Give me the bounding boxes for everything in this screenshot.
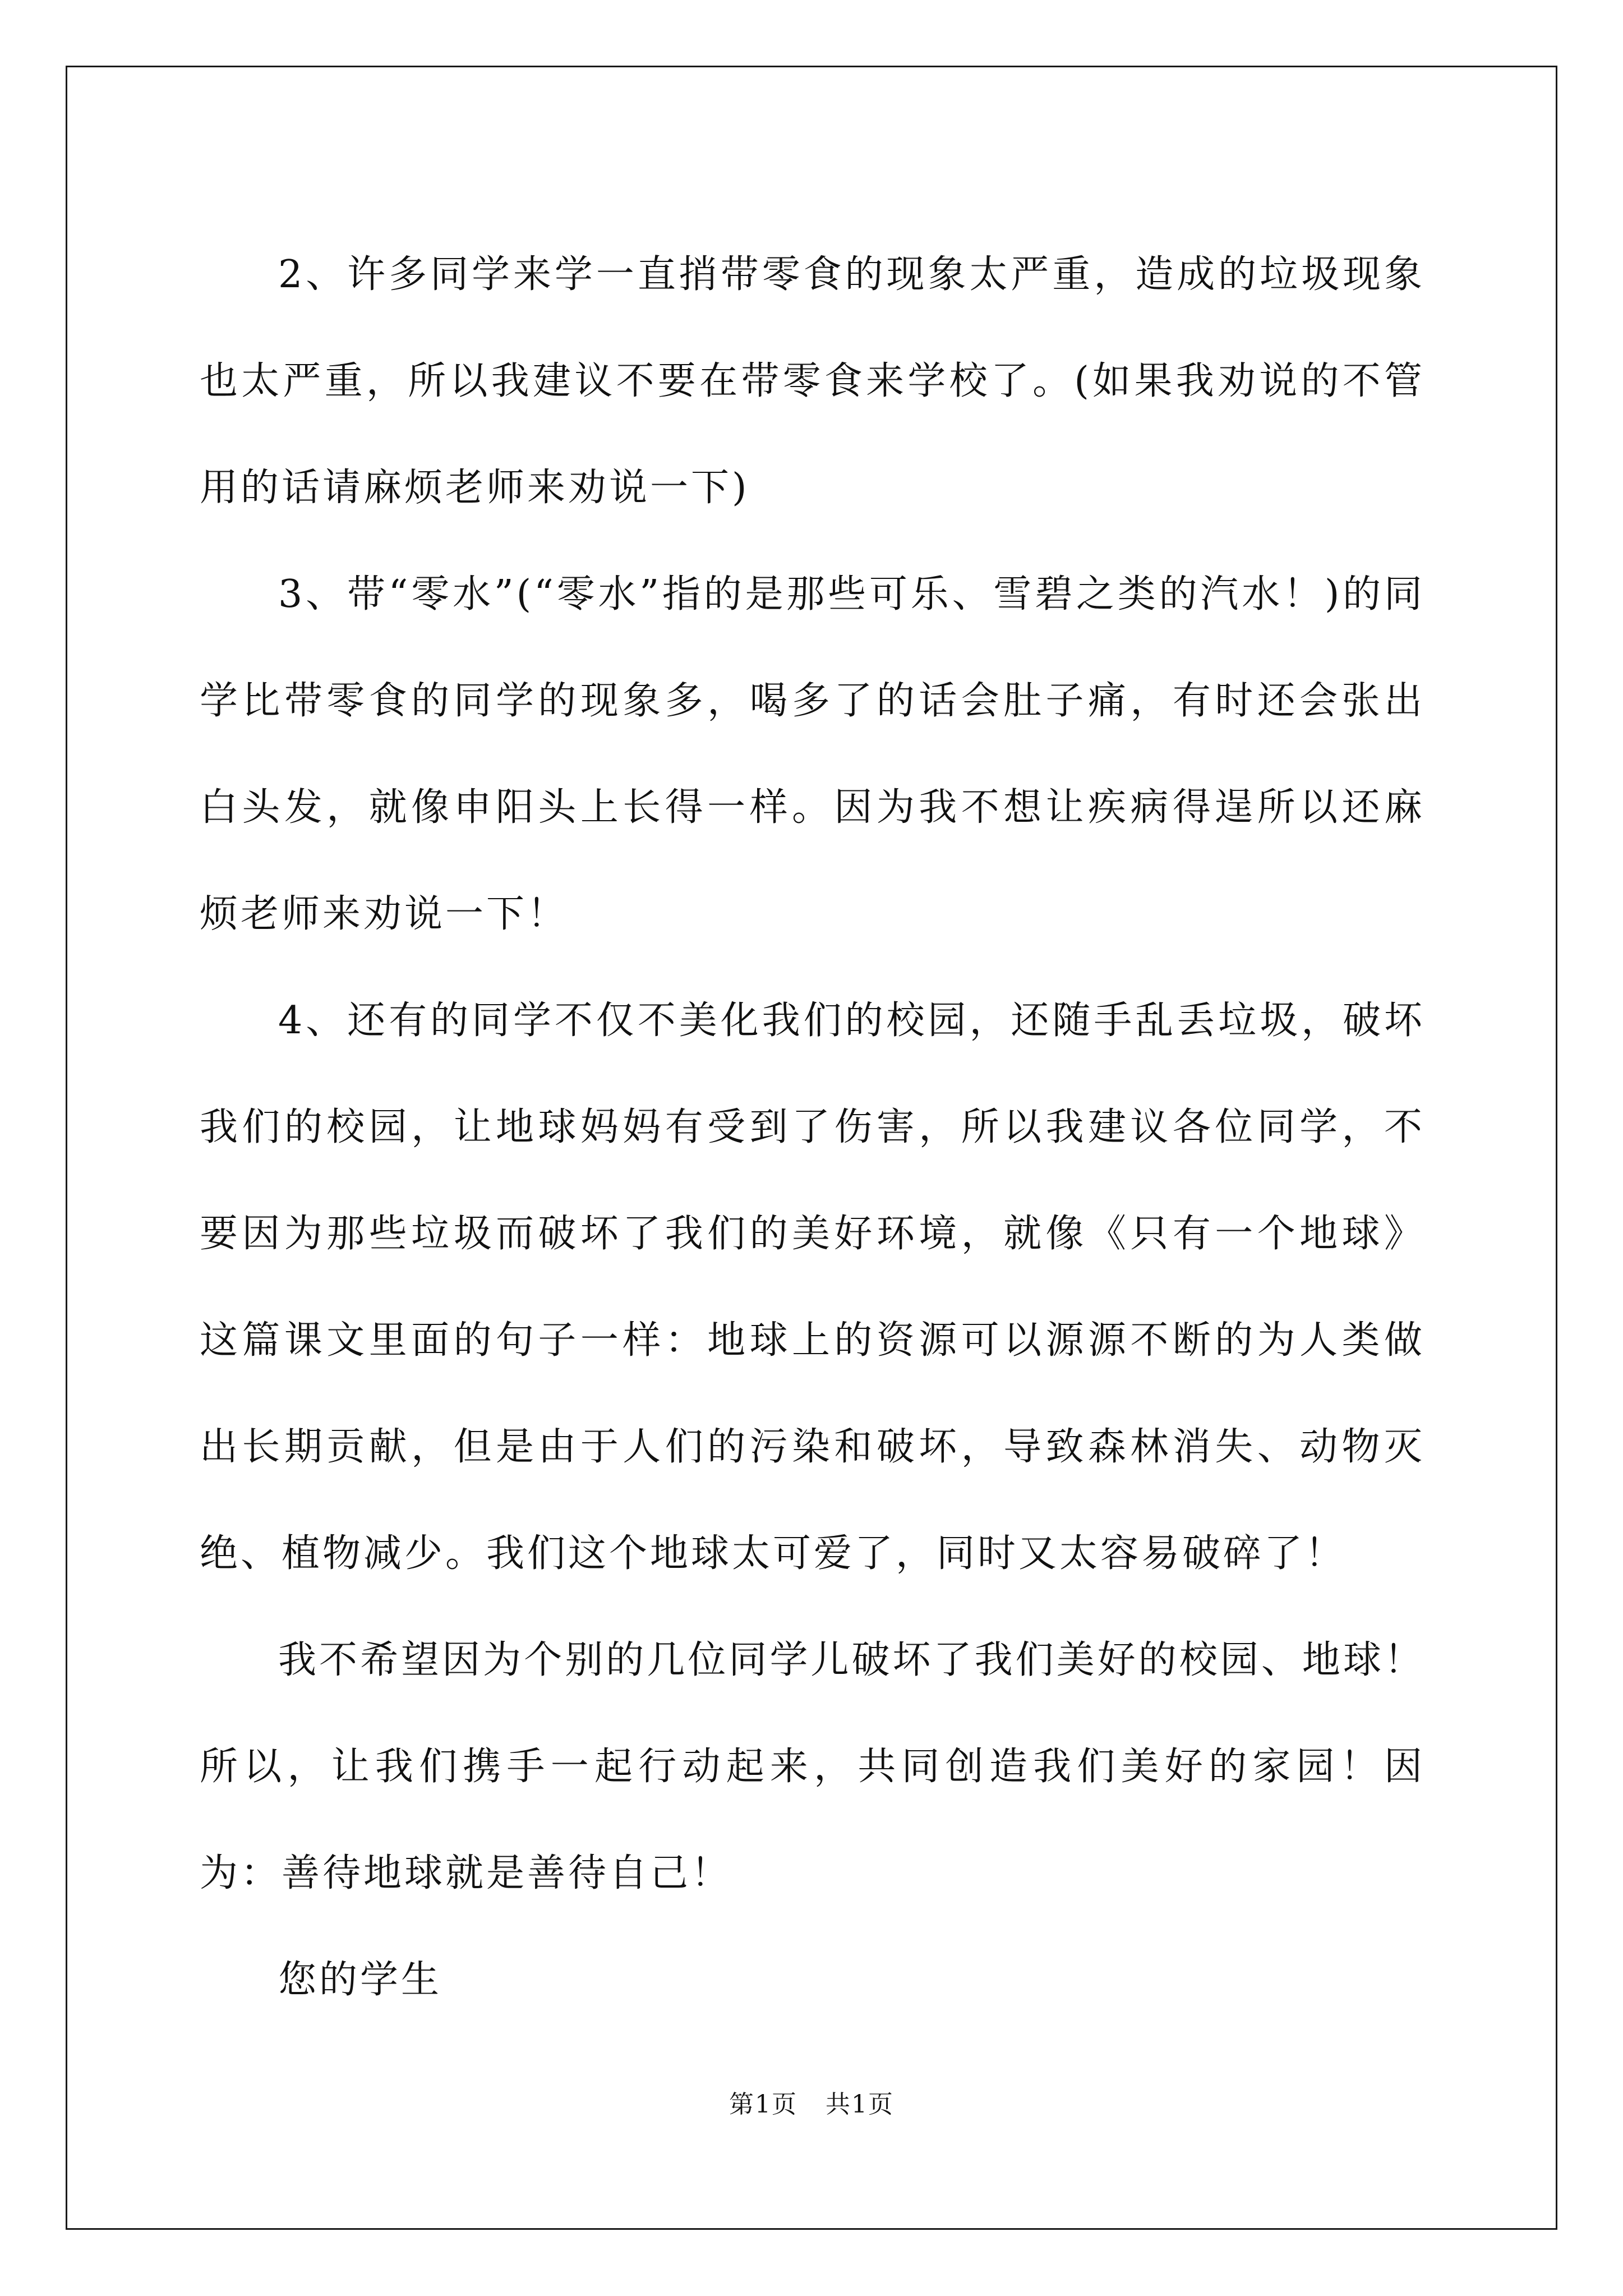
paragraph-closing: 我不希望因为个别的几位同学儿破坏了我们美好的校园、地球！所以，让我们携手一起行动起来，共同创造我们美好的家园！因为：善待地球就是善待自己！ [200,1638,1425,1895]
signature-line: 您的学生 [278,1958,442,2002]
paragraph-suggestion-4: 4、还有的同学不仅不美化我们的校园，还随手乱丢垃圾，破坏我们的校园，让地球妈妈有受到了伤害，所以我建议各位同学，不要因为那些垃圾而破坏了我们的美好环境，就像《只有一个地球》这篇课文里面的句子一样：地球上的资源可以源源不断的为人类做出长期贡献，但是由于人们的污染和破坏，导致森林消失、动物灭绝、植物减少。我们这个地球太可爱了，同时又太容易破碎了！ [200,999,1425,1576]
document-body [200,222,1425,2033]
paragraph-suggestion-3: 3、带“零水”(“零水”指的是那些可乐、雪碧之类的汽水！)的同学比带零食的同学的现象多，喝多了的话会肚子痛，有时还会张出白头发，就像申阳头上长得一样。因为我不想让疾病得逞所以还麻烦老师来劝说一下！ [200,572,1425,936]
page-footer [0,2088,1623,2122]
page-total: 共1页 [826,2090,894,2119]
paragraph-suggestion-2: 2、许多同学来学一直捎带零食的现象太严重，造成的垃圾现象也太严重，所以我建议不要在带零食来学校了。(如果我劝说的不管用的话请麻烦老师来劝说一下) [200,252,1425,510]
page-number: 第1页 [729,2090,797,2119]
